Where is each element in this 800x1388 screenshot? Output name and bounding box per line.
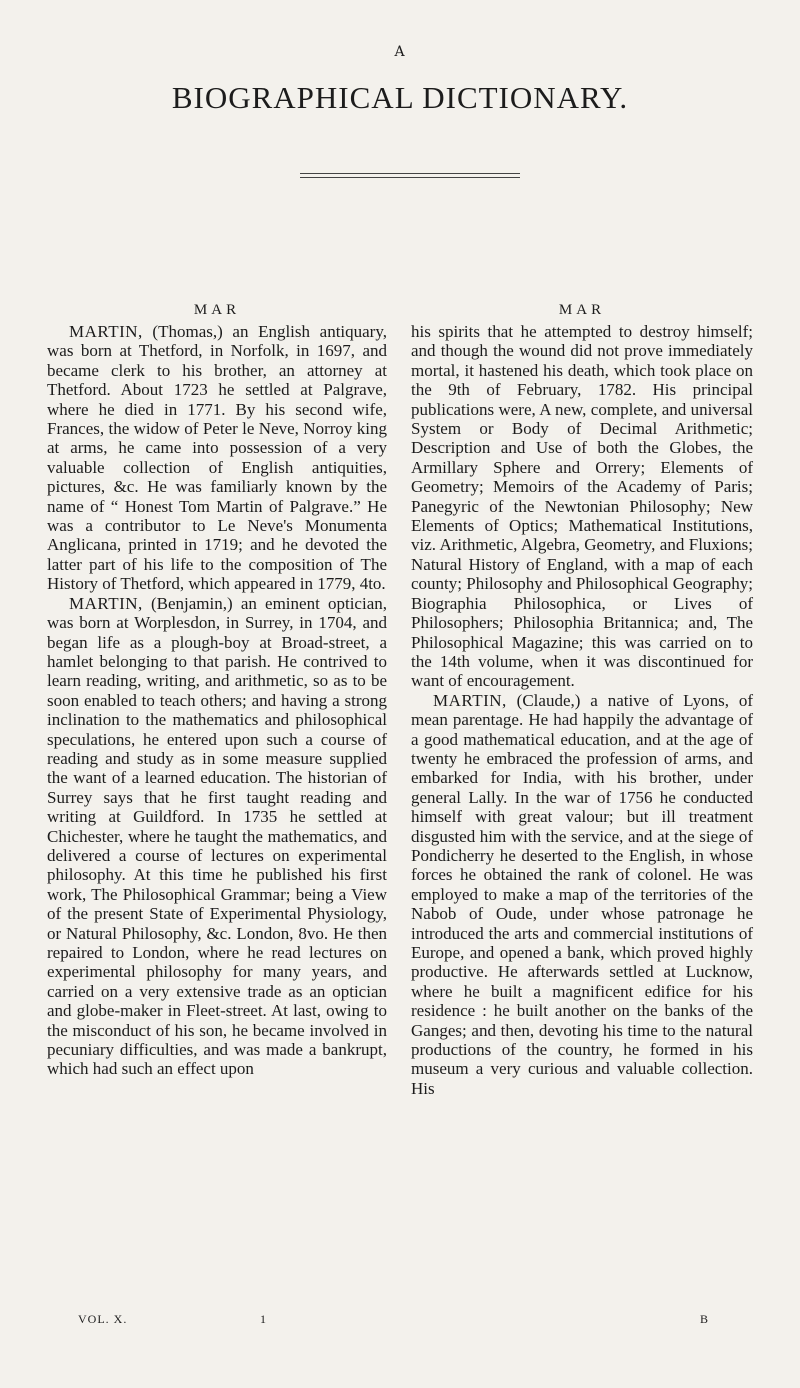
footer-signature: 1: [260, 1312, 266, 1326]
entry-name: MARTIN,: [433, 690, 507, 710]
right-running-head: MAR: [558, 302, 606, 318]
entry-text: (Benjamin,) an eminent optician, was born at Worplesdon, in Surrey, in 1704, and began life as a plough-boy at Broad-street, a hamlet belonging to that parish. He contrived to learn reading, writing, and arithmetic, so as to be soon enabled to teach others; and having a strong inclination to the mathematics and philosophical speculations, he entered upon such a course of reading and study as in some measure supplied the want of a learned education. The historian of Surrey says that he first taught reading and writing at Guildford. In 1735 he settled at Chichester, where he taught the mathematics, and delivered a course of lectures on experimental philosophy. At this time he published his first work, The Philosophical Grammar; being a View of the present State of Experimental Physiology, or Natural Philosophy, &c. London, 8vo. He then repaired to London, where he read lectures on experimental philosophy for many years, and carried on a very extensive trade as an optician and globe-maker in Fleet-street. At last, owing to the misconduct of his son, he became involved in pecuniary difficulties, and was made a bankrupt, which had such an effect upon: [47, 593, 387, 1079]
entry-name: MARTIN,: [69, 322, 143, 341]
footer-volume: VOL. X.: [78, 1312, 128, 1326]
entry-continuation: his spirits that he attempted to destroy himself; and though the wound did not prove immediately mortal, it hastened his death, which took place on the 9th of February, 1782. His principal publications were, A new, complete, and universal System or Body of Decimal Arithmetic; Description and Use of both the Globes, the Armillary Sphere and Orrery; Elements of Geometry; Memoirs of the Academy of Paris; Panegyric of the Newtonian Philosophy; New Elements of Optics; Mathematical Institutions, viz. Arithmetic, Algebra, Geometry, and Fluxions; Natural History of England, with a map of each county; Philosophy and Philosophical Geography; Biographia Philosophica, or Lives of Philosophers; Philosophia Britannica; and, The Philosophical Magazine; this was carried on to the 14th volume, when it was discontinued for want of encouragement.: [411, 322, 753, 691]
left-column: [47, 322, 387, 1079]
entry-martin-claude: [411, 691, 753, 1099]
entry-martin-thomas: [47, 322, 387, 594]
footer-signature-letter: B: [700, 1312, 709, 1326]
entry-name: MARTIN,: [69, 593, 143, 613]
left-running-head: MAR: [193, 302, 241, 318]
page-title: BIOGRAPHICAL DICTIONARY.: [171, 80, 629, 115]
entry-text: (Thomas,) an English antiquary, was born at Thetford, in Norfolk, in 1697, and became clerk to his brother, an attorney at Thetford. About 1723 he settled at Palgrave, where he died in 1771. By his second wife, Frances, the widow of Peter le Neve, Norroy king at arms, he came into possession of a very valuable collection of English antiquities, pictures, &c. He was familiarly known by the name of “ Honest Tom Martin of Palgrave.” He was a contributor to Le Neve's Monumenta Anglicana, printed in 1719; and he devoted the latter part of his life to the composition of The History of Thetford, which appeared in 1779, 4to.: [47, 322, 387, 594]
right-column: [411, 322, 753, 1098]
header-article: A: [394, 44, 406, 60]
title-rule: [300, 173, 520, 178]
entry-text: (Claude,) a native of Lyons, of mean parentage. He had happily the advantage of a good mathematical education, and at the age of twenty he embraced the profession of arms, and embarked for India, with his brother, under general Lally. In the war of 1756 he conducted himself with great valour; but ill treatment disgusted him with the service, and at the siege of Pondicherry he deserted to the English, in whose forces he obtained the rank of colonel. He was employed to make a map of the territories of the Nabob of Oude, under whose patronage he introduced the arts and commercial institutions of Europe, and opened a bank, which proved highly productive. He afterwards settled at Lucknow, where he built a magnificent edifice for his residence : he built another on the banks of the Ganges; and then, devoting his time to the natural productions of the country, he formed in his museum a very curious and valuable collection. His: [411, 690, 753, 1098]
entry-martin-benjamin: [47, 594, 387, 1079]
